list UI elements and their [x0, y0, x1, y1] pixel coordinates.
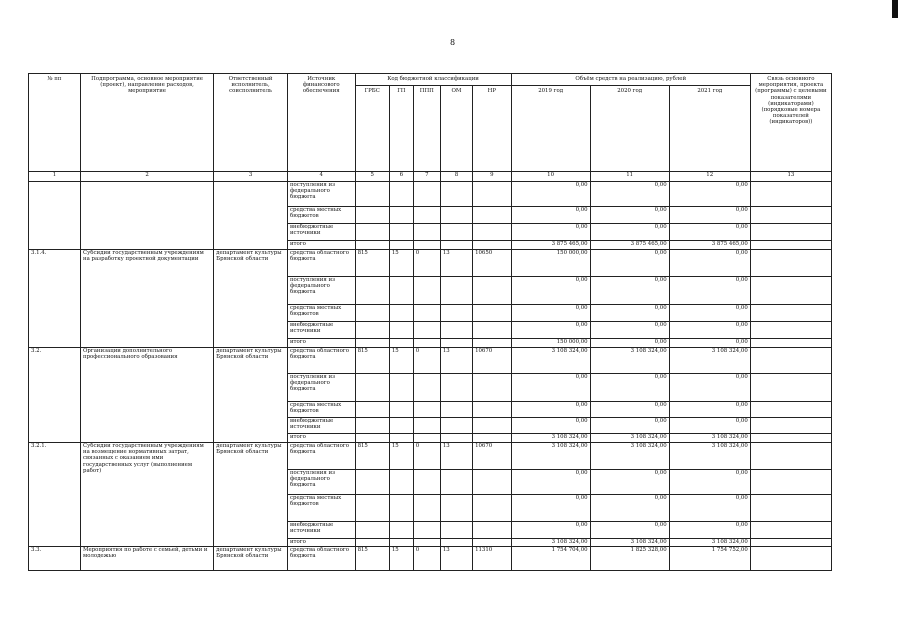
- grbs-cell: [355, 339, 389, 348]
- amount-2021-cell: 0,00: [669, 250, 750, 277]
- ppp-cell: [413, 322, 440, 339]
- header-responsible: Ответственный исполнитель, соисполнитель: [214, 74, 288, 172]
- amount-2019-cell: 0,00: [511, 495, 590, 522]
- amount-2019-cell: 3 108 324,00: [511, 348, 590, 374]
- gp-cell: 15: [389, 443, 413, 470]
- indicator-link-cell: [750, 250, 831, 277]
- gp-cell: 15: [389, 250, 413, 277]
- om-cell: [440, 418, 472, 434]
- gp-cell: [389, 418, 413, 434]
- table-header-row: [29, 74, 832, 86]
- source-cell: внебюджетные источники: [287, 418, 355, 434]
- scan-edge-mark: [892, 0, 898, 18]
- source-cell: итого: [287, 539, 355, 547]
- amount-2021-cell: 0,00: [669, 322, 750, 339]
- om-cell: [440, 241, 472, 250]
- amount-2021-cell: 3 108 324,00: [669, 348, 750, 374]
- amount-2020-cell: 0,00: [590, 418, 669, 434]
- nr-cell: [473, 402, 512, 418]
- grbs-cell: 815: [355, 547, 389, 571]
- ppp-cell: [413, 402, 440, 418]
- source-cell: внебюджетные источники: [287, 322, 355, 339]
- amount-2020-cell: 3 108 324,00: [590, 434, 669, 443]
- amount-2021-cell: 0,00: [669, 207, 750, 224]
- program-name-cell: Мероприятия по работе с семьей, детьми и молодежью: [81, 547, 214, 571]
- gp-cell: [389, 522, 413, 539]
- header-ppp: ППП: [413, 86, 440, 172]
- row-number-cell: 3.3.: [29, 547, 81, 571]
- column-number-row: [29, 172, 832, 182]
- table-row: [29, 443, 832, 470]
- om-cell: [440, 224, 472, 241]
- grbs-cell: [355, 495, 389, 522]
- row-number-cell: 3.2.: [29, 348, 81, 443]
- ppp-cell: 0: [413, 250, 440, 277]
- om-cell: [440, 522, 472, 539]
- amount-2021-cell: 0,00: [669, 418, 750, 434]
- grbs-cell: [355, 470, 389, 495]
- gp-cell: [389, 339, 413, 348]
- indicator-link-cell: [750, 339, 831, 348]
- indicator-link-cell: [750, 224, 831, 241]
- source-cell: внебюджетные источники: [287, 522, 355, 539]
- header-indicator-link: Связь основного мероприятия, проекта (программы) с целевыми показателями (индикаторами) (порядковые номера показателей (индикаторов)): [750, 74, 831, 172]
- nr-cell: 10670: [473, 443, 512, 470]
- gp-cell: [389, 305, 413, 322]
- program-name-cell: [81, 182, 214, 250]
- grbs-cell: [355, 418, 389, 434]
- source-cell: средства областного бюджета: [287, 348, 355, 374]
- om-cell: [440, 339, 472, 348]
- source-cell: средства местных бюджетов: [287, 495, 355, 522]
- program-name-cell: Субсидии государственным учреждениям на разработку проектной документации: [81, 250, 214, 348]
- gp-cell: [389, 434, 413, 443]
- nr-cell: [473, 182, 512, 207]
- grbs-cell: [355, 522, 389, 539]
- amount-2020-cell: 0,00: [590, 339, 669, 348]
- amount-2021-cell: 3 108 324,00: [669, 443, 750, 470]
- source-cell: поступления из федерального бюджета: [287, 374, 355, 402]
- nr-cell: [473, 418, 512, 434]
- amount-2019-cell: 0,00: [511, 305, 590, 322]
- om-cell: [440, 207, 472, 224]
- source-cell: средства областного бюджета: [287, 250, 355, 277]
- nr-cell: [473, 277, 512, 305]
- ppp-cell: [413, 305, 440, 322]
- responsible-cell: [214, 182, 288, 250]
- indicator-link-cell: [750, 207, 831, 224]
- nr-cell: [473, 434, 512, 443]
- ppp-cell: [413, 434, 440, 443]
- header-year-2020: 2020 год: [590, 86, 669, 172]
- header-gp: ГП: [389, 86, 413, 172]
- ppp-cell: [413, 522, 440, 539]
- indicator-link-cell: [750, 182, 831, 207]
- row-number-cell: 3.1.4.: [29, 250, 81, 348]
- nr-cell: [473, 539, 512, 547]
- header-amount-group: Объём средств на реализацию, рублей: [511, 74, 750, 86]
- nr-cell: [473, 322, 512, 339]
- indicator-link-cell: [750, 434, 831, 443]
- table-row: [29, 547, 832, 571]
- nr-cell: [473, 522, 512, 539]
- responsible-cell: департамент культуры Брянской области: [214, 348, 288, 443]
- grbs-cell: 815: [355, 443, 389, 470]
- amount-2020-cell: 3 875 465,00: [590, 241, 669, 250]
- amount-2019-cell: 0,00: [511, 182, 590, 207]
- amount-2020-cell: 0,00: [590, 207, 669, 224]
- grbs-cell: [355, 322, 389, 339]
- om-cell: [440, 374, 472, 402]
- indicator-link-cell: [750, 443, 831, 470]
- gp-cell: [389, 182, 413, 207]
- gp-cell: [389, 470, 413, 495]
- om-cell: [440, 495, 472, 522]
- indicator-link-cell: [750, 348, 831, 374]
- nr-cell: 11310: [473, 547, 512, 571]
- gp-cell: 15: [389, 547, 413, 571]
- amount-2019-cell: 0,00: [511, 322, 590, 339]
- source-cell: поступления из федерального бюджета: [287, 470, 355, 495]
- source-cell: внебюджетные источники: [287, 224, 355, 241]
- row-number-cell: 3.2.1.: [29, 443, 81, 547]
- amount-2021-cell: 0,00: [669, 339, 750, 348]
- budget-table: [28, 73, 832, 571]
- grbs-cell: [355, 277, 389, 305]
- header-nr: НР: [473, 86, 512, 172]
- source-cell: поступления из федерального бюджета: [287, 182, 355, 207]
- indicator-link-cell: [750, 418, 831, 434]
- nr-cell: [473, 241, 512, 250]
- gp-cell: [389, 224, 413, 241]
- amount-2021-cell: 0,00: [669, 277, 750, 305]
- grbs-cell: [355, 402, 389, 418]
- ppp-cell: [413, 495, 440, 522]
- grbs-cell: 815: [355, 250, 389, 277]
- amount-2020-cell: 3 108 324,00: [590, 348, 669, 374]
- nr-cell: [473, 339, 512, 348]
- column-number: 1: [29, 172, 81, 182]
- amount-2020-cell: 0,00: [590, 305, 669, 322]
- amount-2019-cell: 0,00: [511, 374, 590, 402]
- table-row: [29, 348, 832, 374]
- amount-2019-cell: 150 000,00: [511, 339, 590, 348]
- ppp-cell: 0: [413, 348, 440, 374]
- ppp-cell: [413, 277, 440, 305]
- indicator-link-cell: [750, 402, 831, 418]
- om-cell: [440, 434, 472, 443]
- indicator-link-cell: [750, 470, 831, 495]
- amount-2019-cell: 0,00: [511, 277, 590, 305]
- amount-2019-cell: 0,00: [511, 224, 590, 241]
- amount-2021-cell: 0,00: [669, 182, 750, 207]
- header-year-2021: 2021 год: [669, 86, 750, 172]
- amount-2019-cell: 3 875 465,00: [511, 241, 590, 250]
- amount-2020-cell: 0,00: [590, 182, 669, 207]
- om-cell: [440, 182, 472, 207]
- grbs-cell: [355, 434, 389, 443]
- amount-2021-cell: 1 754 752,00: [669, 547, 750, 571]
- ppp-cell: [413, 182, 440, 207]
- ppp-cell: [413, 418, 440, 434]
- amount-2020-cell: 0,00: [590, 470, 669, 495]
- table-body: [29, 182, 832, 571]
- amount-2019-cell: 3 108 324,00: [511, 539, 590, 547]
- grbs-cell: [355, 539, 389, 547]
- page-number: 8: [449, 38, 456, 47]
- grbs-cell: [355, 305, 389, 322]
- program-name-cell: Субсидии государственным учреждениям на возмещение нормативных затрат, связанных с оказанием ими государственных услуг (выполнением работ): [81, 443, 214, 547]
- column-number: 5: [355, 172, 389, 182]
- amount-2020-cell: 1 825 328,00: [590, 547, 669, 571]
- indicator-link-cell: [750, 322, 831, 339]
- header-year-2019: 2019 год: [511, 86, 590, 172]
- amount-2021-cell: 0,00: [669, 495, 750, 522]
- amount-2021-cell: 0,00: [669, 374, 750, 402]
- gp-cell: [389, 374, 413, 402]
- indicator-link-cell: [750, 277, 831, 305]
- indicator-link-cell: [750, 241, 831, 250]
- gp-cell: [389, 241, 413, 250]
- grbs-cell: [355, 374, 389, 402]
- header-program: Подпрограмма, основное мероприятие (проект), направление расходов, мероприятие: [81, 74, 214, 172]
- grbs-cell: 815: [355, 348, 389, 374]
- gp-cell: [389, 207, 413, 224]
- om-cell: [440, 322, 472, 339]
- indicator-link-cell: [750, 547, 831, 571]
- responsible-cell: департамент культуры Брянской области: [214, 250, 288, 348]
- header-grbs: ГРБС: [355, 86, 389, 172]
- grbs-cell: [355, 241, 389, 250]
- column-number: 7: [413, 172, 440, 182]
- nr-cell: [473, 495, 512, 522]
- amount-2021-cell: 0,00: [669, 522, 750, 539]
- gp-cell: [389, 495, 413, 522]
- gp-cell: [389, 402, 413, 418]
- source-cell: средства областного бюджета: [287, 547, 355, 571]
- nr-cell: [473, 224, 512, 241]
- amount-2020-cell: 0,00: [590, 250, 669, 277]
- amount-2021-cell: 3 108 324,00: [669, 434, 750, 443]
- amount-2021-cell: 0,00: [669, 402, 750, 418]
- header-code-group: Код бюджетной классификации: [355, 74, 511, 86]
- ppp-cell: [413, 339, 440, 348]
- amount-2020-cell: 0,00: [590, 374, 669, 402]
- column-number: 2: [81, 172, 214, 182]
- amount-2019-cell: 3 108 324,00: [511, 434, 590, 443]
- amount-2020-cell: 0,00: [590, 322, 669, 339]
- column-number: 3: [214, 172, 288, 182]
- om-cell: [440, 305, 472, 322]
- gp-cell: [389, 322, 413, 339]
- amount-2020-cell: 0,00: [590, 522, 669, 539]
- amount-2019-cell: 0,00: [511, 402, 590, 418]
- indicator-link-cell: [750, 374, 831, 402]
- header-om: ОМ: [440, 86, 472, 172]
- responsible-cell: департамент культуры Брянской области: [214, 443, 288, 547]
- gp-cell: [389, 277, 413, 305]
- header-no: № пп: [29, 74, 81, 172]
- nr-cell: 10670: [473, 348, 512, 374]
- amount-2020-cell: 0,00: [590, 277, 669, 305]
- om-cell: 13: [440, 547, 472, 571]
- amount-2019-cell: 0,00: [511, 470, 590, 495]
- om-cell: [440, 470, 472, 495]
- nr-cell: [473, 207, 512, 224]
- source-cell: итого: [287, 434, 355, 443]
- source-cell: итого: [287, 339, 355, 348]
- amount-2020-cell: 3 108 324,00: [590, 539, 669, 547]
- amount-2021-cell: 3 875 465,00: [669, 241, 750, 250]
- row-number-cell: [29, 182, 81, 250]
- amount-2020-cell: 0,00: [590, 495, 669, 522]
- indicator-link-cell: [750, 539, 831, 547]
- om-cell: 13: [440, 348, 472, 374]
- table-row: [29, 182, 832, 207]
- source-cell: итого: [287, 241, 355, 250]
- gp-cell: [389, 539, 413, 547]
- ppp-cell: 0: [413, 443, 440, 470]
- nr-cell: [473, 305, 512, 322]
- column-number: 12: [669, 172, 750, 182]
- column-number: 10: [511, 172, 590, 182]
- om-cell: [440, 402, 472, 418]
- om-cell: 13: [440, 443, 472, 470]
- nr-cell: 10650: [473, 250, 512, 277]
- amount-2019-cell: 0,00: [511, 522, 590, 539]
- om-cell: [440, 539, 472, 547]
- header-source: Источник финансового обеспечения: [287, 74, 355, 172]
- ppp-cell: [413, 539, 440, 547]
- amount-2021-cell: 0,00: [669, 470, 750, 495]
- ppp-cell: [413, 224, 440, 241]
- nr-cell: [473, 470, 512, 495]
- om-cell: [440, 277, 472, 305]
- amount-2021-cell: 3 108 324,00: [669, 539, 750, 547]
- amount-2019-cell: 1 754 704,00: [511, 547, 590, 571]
- amount-2020-cell: 3 108 324,00: [590, 443, 669, 470]
- amount-2020-cell: 0,00: [590, 402, 669, 418]
- gp-cell: 15: [389, 348, 413, 374]
- grbs-cell: [355, 182, 389, 207]
- om-cell: 13: [440, 250, 472, 277]
- column-number: 8: [440, 172, 472, 182]
- source-cell: средства местных бюджетов: [287, 402, 355, 418]
- column-number: 11: [590, 172, 669, 182]
- ppp-cell: [413, 207, 440, 224]
- grbs-cell: [355, 207, 389, 224]
- nr-cell: [473, 374, 512, 402]
- indicator-link-cell: [750, 305, 831, 322]
- column-number: 9: [473, 172, 512, 182]
- amount-2019-cell: 0,00: [511, 418, 590, 434]
- ppp-cell: [413, 374, 440, 402]
- amount-2019-cell: 150 000,00: [511, 250, 590, 277]
- source-cell: средства местных бюджетов: [287, 207, 355, 224]
- ppp-cell: [413, 470, 440, 495]
- column-number: 13: [750, 172, 831, 182]
- responsible-cell: департамент культуры Брянской области: [214, 547, 288, 571]
- ppp-cell: [413, 241, 440, 250]
- column-number: 4: [287, 172, 355, 182]
- program-name-cell: Организации дополнительного профессионального образования: [81, 348, 214, 443]
- source-cell: поступления из федерального бюджета: [287, 277, 355, 305]
- source-cell: средства местных бюджетов: [287, 305, 355, 322]
- table-row: [29, 250, 832, 277]
- amount-2020-cell: 0,00: [590, 224, 669, 241]
- indicator-link-cell: [750, 522, 831, 539]
- ppp-cell: 0: [413, 547, 440, 571]
- amount-2021-cell: 0,00: [669, 305, 750, 322]
- amount-2021-cell: 0,00: [669, 224, 750, 241]
- column-number: 6: [389, 172, 413, 182]
- amount-2019-cell: 0,00: [511, 207, 590, 224]
- amount-2019-cell: 3 108 324,00: [511, 443, 590, 470]
- grbs-cell: [355, 224, 389, 241]
- source-cell: средства областного бюджета: [287, 443, 355, 470]
- indicator-link-cell: [750, 495, 831, 522]
